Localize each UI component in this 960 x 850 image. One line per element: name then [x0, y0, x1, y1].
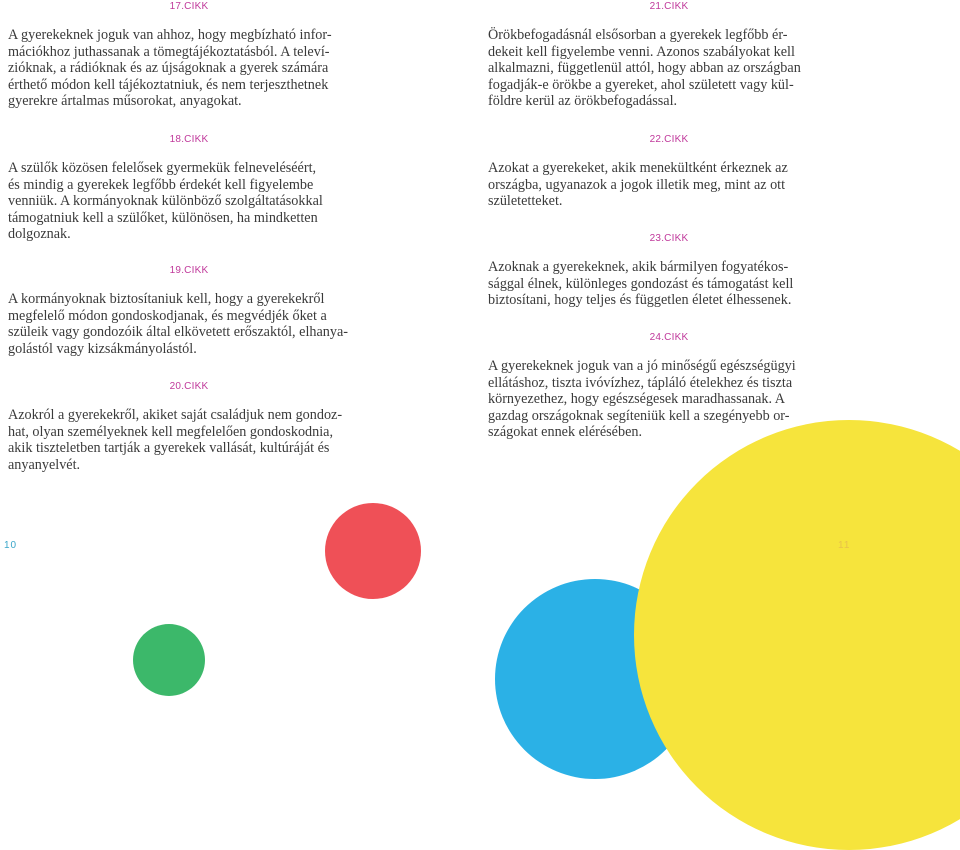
page-number-right: 11: [838, 540, 851, 551]
article-body: Azokat a gyerekeket, akik menekültként érkeznek az országba, ugyanazok a jogok illetik meg, mint az ott születetteket.: [488, 160, 788, 210]
article-heading: 22.CIKK: [649, 134, 689, 145]
article-body: A kormányoknak biztosítaniuk kell, hogy a gyerekekről megfelelő módon gondoskodjanak, és megvédjék őket a szüleik vagy gondozóik által elkövetett erőszaktól, elhanya- golástól vagy kizsákmányolástól.: [8, 291, 348, 357]
article-body: Azoknak a gyerekeknek, akik bármilyen fogyatékos- sággal élnek, különleges gondozást és támogatást kell biztosítani, hogy teljes és független életet élhessenek.: [488, 259, 794, 309]
article-body: A gyerekeknek joguk van ahhoz, hogy megbízható infor- mációkhoz juthassanak a tömegtájékoztatásból. A televí- zióknak, a rádióknak és az újságoknak a gyerek számára érthető módon kell tájékoztatniuk, és nem terjeszthetnek gyerekre ártalmas műsorokat, anyagokat.: [8, 27, 332, 110]
article-23: [488, 233, 850, 309]
article-19: [8, 265, 370, 357]
article-heading: 17.CIKK: [169, 1, 209, 12]
article-17: [8, 1, 370, 110]
article-heading: 18.CIKK: [169, 134, 209, 145]
article-21: [488, 1, 850, 110]
article-heading: 19.CIKK: [169, 265, 209, 276]
article-heading: 23.CIKK: [649, 233, 689, 244]
page-number-left: 10: [4, 540, 18, 551]
article-body: A szülők közösen felelősek gyermekük felneveléséért, és mindig a gyerekek legfőbb érdekét kell figyelembe venniük. A kormányoknak különböző szolgáltatásokkal támogatniuk kell a szülőket, különösen, ha mindketten dolgoznak.: [8, 160, 323, 243]
article-22: [488, 134, 850, 210]
article-body: Azokról a gyerekekről, akiket saját családjuk nem gondoz- hat, olyan személyeknek kell megfelelően gondoskodnia, akik tiszteletben tartják a gyerekek vallását, kultúráját és anyanyelvét.: [8, 407, 343, 473]
article-20: [8, 381, 370, 473]
article-body: Örökbefogadásnál elsősorban a gyerekek legfőbb ér- dekeit kell figyelembe venni. Azonos szabályokat kell alkalmazni, függetlenül attól, hogy abban az országban fogadják-e örökbe a gyereket, ahol született vagy kül- földre kerül az örökbefogadással.: [488, 27, 801, 110]
article-heading: 20.CIKK: [169, 381, 209, 392]
article-18: [8, 134, 370, 243]
right-page: [480, 0, 960, 660]
article-heading: 24.CIKK: [649, 332, 689, 343]
article-heading: 21.CIKK: [649, 1, 689, 12]
article-body: A gyerekeknek joguk van a jó minőségű egészségügyi ellátáshoz, tiszta ivóvízhez, tápláló ételekhez és tiszta környezethez, hogy egészségesek maradhassanak. A gazdag országoknak segíteniük kell a szegényebb or- szágokat ennek elérésében.: [488, 358, 796, 441]
article-24: [488, 332, 850, 441]
left-page: [0, 0, 480, 660]
